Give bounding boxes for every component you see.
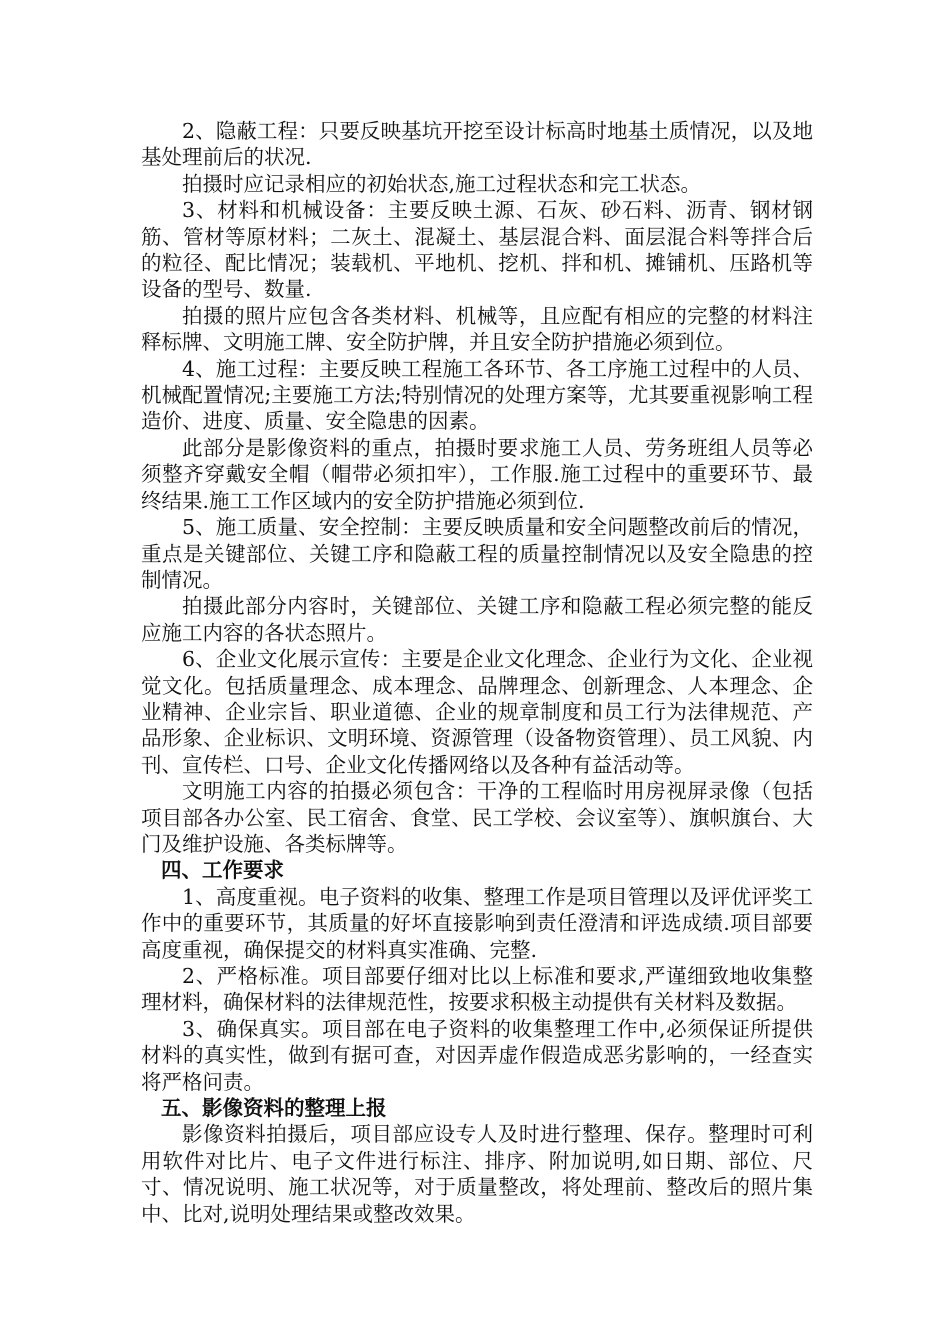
paragraph-quality-safety: 5、施工质量、安全控制：主要反映质量和安全问题整改前后的情况，重点是关键部位、关键工序和隐蔽工程的质量控制情况以及安全隐患的控制情况。: [141, 515, 813, 592]
paragraph-concealed-works: 2、隐蔽工程：只要反映基坑开挖至设计标高时地基土质情况，以及地基处理前后的状况.: [141, 119, 813, 170]
paragraph-process-focus: 此部分是影像资料的重点，拍摄时要求施工人员、劳务班组人员等必须整齐穿戴安全帽（帽带必须扣牢），工作服.施工过程中的重要环节、最终结果.施工工作区域内的安全防护措施必须到位.: [141, 435, 813, 513]
paragraph-shooting-states: 拍摄时应记录相应的初始状态,施工过程状态和完工状态。: [182, 171, 702, 196]
paragraph-ensure-authenticity: 3、确保真实。项目部在电子资料的收集整理工作中,必须保证所提供材料的真实性，做到有据可查，对因弄虚作假造成恶劣影响的，一经查实将严格问责。: [141, 1016, 813, 1094]
paragraph-strict-standards: 2、严格标准。项目部要仔细对比以上标准和要求,严谨细致地收集整理材料，确保材料的法律规范性，按要求积极主动提供有关材料及数据。: [141, 964, 813, 1015]
paragraph-materials-equipment: 3、材料和机械设备：主要反映土源、石灰、砂石料、沥青、钢材钢筋、管材等原材料；二灰土、混凝土、基层混合料、面层混合料等拌合后的粒径、配比情况；装载机、平地机、挖机、拌和机、摊铺机、压路机等设备的型号、数量.: [141, 198, 813, 302]
paragraph-materials-photos: 拍摄的照片应包含各类材料、机械等，且应配有相应的完整的材料注释标牌、文明施工牌、安全防护牌，并且安全防护措施必须到位。: [141, 303, 813, 355]
paragraph-corporate-culture: 6、企业文化展示宣传：主要是企业文化理念、企业行为文化、企业视觉文化。包括质量理念、成本理念、品牌理念、创新理念、人本理念、企业精神、企业宗旨、职业道德、企业的规章制度和员工行为法律规范、产品形象、企业标识、文明环境、资源管理（设备物资管理）、员工风貌、内刊、宣传栏、口号、企业文化传播网络以及各种有益活动等。: [141, 647, 813, 777]
paragraph-civilized-construction: 文明施工内容的拍摄必须包含：干净的工程临时用房视屏录像（包括项目部各办公室、民工宿舍、食堂、民工学校、会议室等）、旗帜旗台、大门及维护设施、各类标牌等。: [141, 779, 813, 856]
paragraph-image-organization: 影像资料拍摄后，项目部应设专人及时进行整理、保存。整理时可利用软件对比片、电子文件进行标注、排序、附加说明,如日期、部位、尺寸、情况说明、施工状况等，对于质量整改，将处理前、整改后的照片集中、比对,说明处理结果或整改效果。: [141, 1122, 813, 1226]
section-heading-image-data-reporting: 五、影像资料的整理上报: [161, 1096, 387, 1121]
paragraph-high-attention: 1、高度重视。电子资料的收集、整理工作是项目管理以及评优评奖工作中的重要环节，其质量的好坏直接影响到责任澄清和评选成绩.项目部要高度重视，确保提交的材料真实准确、完整.: [141, 884, 813, 962]
paragraph-quality-photos: 拍摄此部分内容时，关键部位、关键工序和隐蔽工程必须完整的能反应施工内容的各状态照片。: [141, 594, 813, 645]
paragraph-construction-process: 4、施工过程：主要反映工程施工各环节、各工序施工过程中的人员、机械配置情况;主要施工方法;特别情况的处理方案等，尤其要重视影响工程造价、进度、质量、安全隐患的因素。: [141, 356, 813, 434]
document-body: [141, 118, 813, 1227]
section-heading-work-requirements: 四、工作要求: [161, 858, 284, 883]
